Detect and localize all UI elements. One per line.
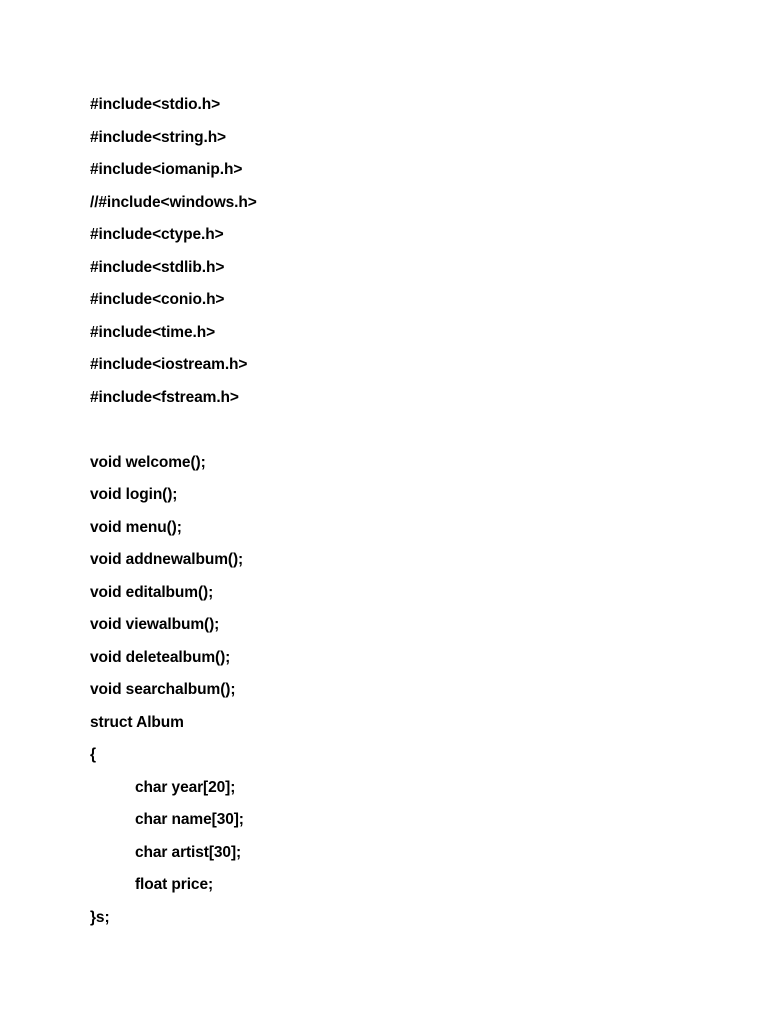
code-line: void viewalbum(); xyxy=(90,616,220,633)
code-line: void addnewalbum(); xyxy=(90,551,244,568)
code-line: char name[30]; xyxy=(135,811,244,828)
code-line: #include<time.h> xyxy=(90,323,216,341)
code-line: void menu(); xyxy=(90,518,182,536)
code-line: #include<iomanip.h> xyxy=(90,161,243,178)
code-line: void searchalbum(); xyxy=(90,681,236,698)
code-line: #include<ctype.h> xyxy=(90,226,224,243)
code-line: float price; xyxy=(135,876,214,893)
blank-line xyxy=(90,418,730,451)
code-line: }s; xyxy=(90,908,110,926)
code-line: #include<stdlib.h> xyxy=(90,258,225,276)
code-listing xyxy=(90,93,730,938)
code-line: char year[20]; xyxy=(135,778,236,796)
code-line: void deletealbum(); xyxy=(90,648,231,666)
code-line: { xyxy=(90,746,96,763)
code-line: #include<conio.h> xyxy=(90,291,225,308)
code-line: #include<iostream.h> xyxy=(90,356,248,373)
code-line: #include<string.h> xyxy=(90,128,227,146)
code-line: void login(); xyxy=(90,486,178,503)
code-line: struct Album xyxy=(90,713,184,731)
code-line: #include<fstream.h> xyxy=(90,388,239,406)
code-line: #include<stdio.h> xyxy=(90,96,221,113)
code-line: void editalbum(); xyxy=(90,583,214,601)
code-line: char artist[30]; xyxy=(135,843,242,861)
code-line: //#include<windows.h> xyxy=(90,193,257,211)
code-line: void welcome(); xyxy=(90,453,206,471)
